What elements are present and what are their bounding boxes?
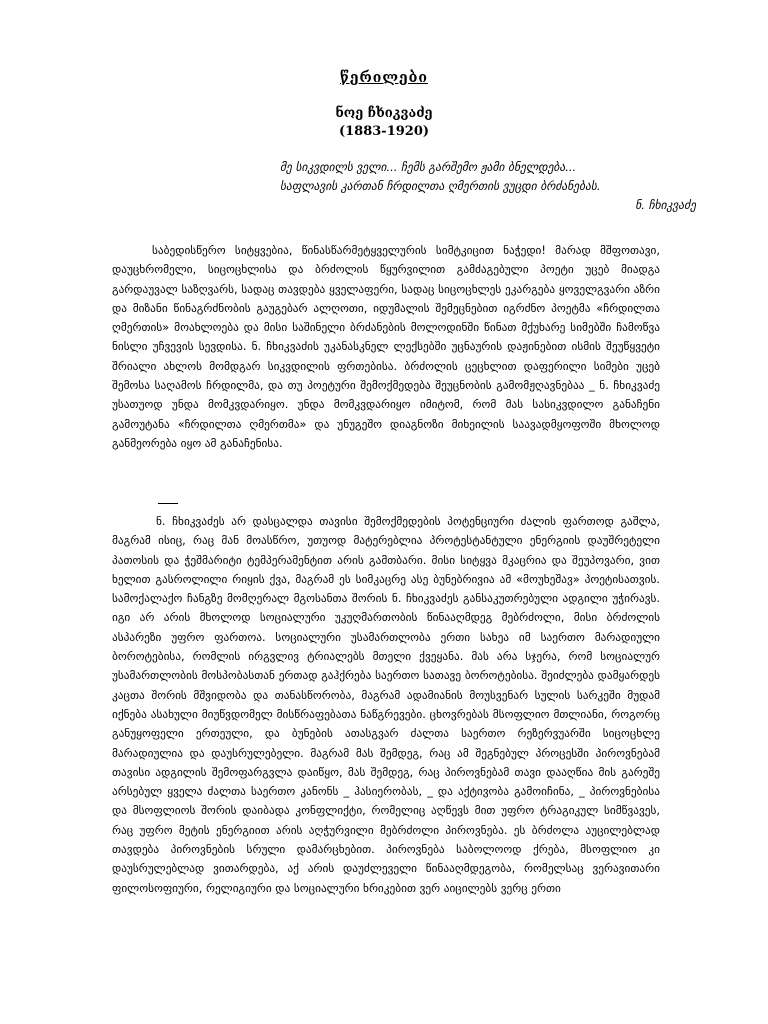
epigraph-signature: ნ. ჩხიკვაძე xyxy=(635,198,696,212)
author-years: (1883-1920) xyxy=(338,124,430,139)
section-divider xyxy=(158,503,178,504)
author-block xyxy=(0,105,768,141)
epigraph xyxy=(280,158,710,215)
paragraph-1: საბედისწერო სიტყვებია, წინასწარმეტყველურის სიმტკიცით ნაჭედი! მარად მშფოთავი, დაუცხრომელი, სიცოცხლისა და ბრძოლის წყურვილით გამძაგებული პოეტი უცებ მიადგა გარდაუვალ საზღვარს, სადაც თავდება ყველაფერი, სადაც სიცოცხლეს ეკარგება ყოველგვარი აზრი და მიზანი წინაგრძნობის გაუგებარ ალღოთი, იდუმალის შემეცნებით იგრძნო პოეტმა «ჩრდილთა ღმერთის» მოახლოება და მისი საშინელი ბრძანების მოლოდინში წინათ მქუხარე სიმებში ჩამოწვა ნისლი უჩვევის სევდისა. ნ. ჩხიკვაძის უკანასკნელ ლექსებში უცნაურის დაჟინებით ისმის შეუწყვეტი შრიალი ახლოს მომდგარ სიკვდილის ფრთებისა. ბრძოლის ცეცხლით დაფერილი სიმები უცებ შემოსა საღამოს ჩრდილმა, და თუ პოეტური შემოქმედება შეუცნობის გამომჟღავნებაა _ ნ. ჩხიკვაძე უსათუოდ უნდა მომკვდარიყო. უნდა მომკვდარიყო იმიტომ, რომ მას სასიკვდილო განაჩენი გამოუტანა «ჩრდილთა ღმერთმა» და უნუგეშო დიაგნოზი მიხეილის საავადმყოფოში მხოლოდ განმეორება იყო ამ განაჩენისა. xyxy=(112,244,660,450)
paragraph-2: ნ. ჩხიკვაძეს არ დასცალდა თავისი შემოქმედების პოტენციური ძალის ფართოდ გაშლა, მაგრამ ისიც, რაც მან მოასწრო, უთუოდ მატერებლია პროტესტანტული ენერგიის დაუშრეტელი პათოსის და ჭეშმარიტი ტემპერამენტით არის გამთბარი. მისი სიტყვა მკაცრია და შეუპოვარი, ვით ხელით გასროლილი რიყის ქვა, მაგრამ ეს სიმკაცრე ასე ბუნებრივია ამ «მოუხეშავ» პოეტისათვის. სამოქალაქო ჩანგზე მომღერალ მგოსანთა შორის ნ. ჩხიკვაძეს განსაკუთრებული ადგილი უჭირავს. იგი არ არის მხოლოდ სოციალური უკუღმართობის წინააღმდეგ მებრძოლი, მისი ბრძოლის ასპარეზი უფრო ფართოა. სოციალური უსამართლობა ერთი სახეა იმ საერთო მარადიული ბოროტებისა, რომლის ირგვლივ ტრიალებს მთელი ქვეყანა. მას არა სჯერა, რომ სოციალურ უსამართლობის მოსპობასთან ერთად გაჰქრება საერთო სათავე ბოროტებისა. შეიძლება დამყარდეს კაცთა შორის მშვიდობა და თანასწორობა, მაგრამ ადამიანის მოუსვენარ სულის სარკეში მუდამ იქნება ასახული მიუწვდომელ მისწრაფებათა ნაწგრევები. ცხოვრებას მსოფლიო მთლიანი, როგორც განუყოფელი ერთეული, და ბუნების ათასგვარ ძალთა საერთო რეზერვუარში სიცოცხლე მარადიულია და დაუსრულებელი. მაგრამ მას შემდეგ, რაც ამ შეგნებულ პროცესში პიროვნებამ თავისი ადგილის შემოფარგვლა დაიწყო, მას შემდეგ, რაც პიროვნებამ თავი დააღწია მის გარეშე არსებულ ყველა ძალთა საერთო კანონს _ ჰასიერობას, _ და აქტივობა გამოიჩინა, _ პიროვნებისა და მსოფლიოს შორის დაიბადა კონფლიქტი, რომელიც აღწევს მით უფრო ტრაგიკულ სიმწვავეს, რაც უფრო მეტის ენერგიით არის აღჭურვილი მებრძოლი პიროვნება. ეს ბრძოლა აუცილებლად თავდება პიროვნების სრული დამარცხებით. პიროვნება საბოლოოდ ქრება, მსოფლიო კი დაუსრულებლად ვითარდება, აქ არის დაუძლეველი წინააღმდეგობა, რომელსაც ვერავითარი ფილოსოფიური, რელიგიური და სოციალური ხრიკებით ვერ აიცილებს ვერც ერთი xyxy=(112,515,660,895)
epigraph-line-1: მე სიკვდილს ველი... ჩემს გარშემო ჟამი ბნელდება... xyxy=(280,160,577,174)
epigraph-line-2: საფლავის კართან ჩრდილთა ღმერთის ვუცდი ბრძანებას. xyxy=(280,179,601,193)
document-title: წერილები xyxy=(340,70,428,86)
author-name: ნოე ჩხიკვაძე xyxy=(335,106,433,121)
